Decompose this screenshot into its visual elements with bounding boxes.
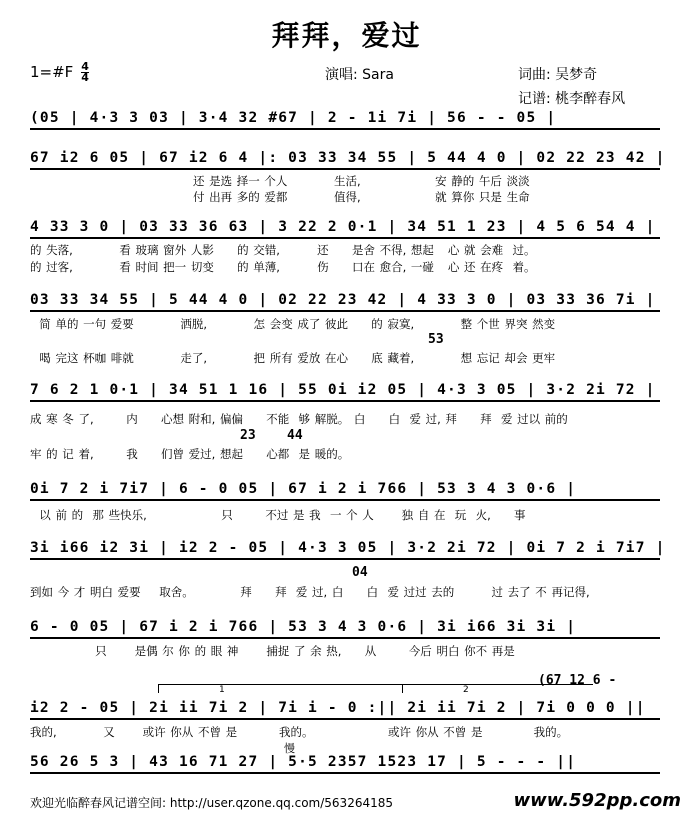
notation-row: 6 - 0 05 | 67 i 2 i 766 | 53 3 4 3 0·6 | 3i i66 3i 3i | [30,619,660,639]
notation-row: 4 33 3 0 | 03 33 36 63 | 3 22 2 0·1 | 34 51 1 23 | 4 5 6 54 4 | [30,219,660,239]
lyric-line: 还 是选 择一 个人 生活, 安 静的 午后 淡淡 [30,174,530,188]
lyric-line: 的 失落, 看 玻璃 窗外 人影 的 交错, 还 是舍 不得, 想起 心 就 会难 过。 [30,243,536,257]
notation-row: 0i 7 2 i 7i7 | 6 - 0 05 | 67 i 2 i 766 | 53 3 4 3 0·6 | [30,481,660,501]
lyric-line: 成 寒 冬 了, 内 心想 附和, 偏偏 不能 够 解脱。 白 白 爱 过, 拜 拜 爱 过以 前的 [30,412,568,426]
song-title: 拜拜，爱过 [271,19,422,52]
volta-second-ending: 2 [402,684,593,693]
key-label: 1=#F [30,63,74,81]
lyric-line: 只 是偶 尔 你 的 眼 神 捕捉 了 余 热, 从 今后 明白 你不 再是 [30,644,515,658]
lyric-line: 付 出再 多的 爱都 值得, 就 算你 只是 生命 [30,190,530,204]
notation-row: 67 i2 6 05 | 67 i2 6 4 |: 03 33 34 55 | 5 44 4 0 | 02 22 23 42 | [30,150,660,170]
alt-notes: 53 [428,332,444,347]
singer-credit: 演唱: Sara [325,67,394,83]
time-signature-top: 4 [81,60,89,73]
notation-row: i2 2 - 05 | 2i ii 7i 2 | 7i i - 0 :|| 2i ii 7i 2 | 7i 0 0 0 || [30,700,660,720]
time-signature-bottom: 4 [81,71,89,84]
key-signature [30,62,89,83]
volta-first-ending: 1 [158,684,449,693]
lyric-line: 喝 完这 杯咖 啡就 走了, 把 所有 爱放 在心 底 藏着, 想 忘记 却会 更牢 [30,351,556,365]
lyric-line: 牢 的 记 着, 我 们曾 爱过, 想起 心都 是 暖的。 [30,447,350,461]
notation-row: (05 | 4·3 3 03 | 3·4 32 #67 | 2 - 1i 7i | 56 - - 05 | [30,110,660,130]
alt-notes: 44 [287,428,303,443]
time-signature [81,62,89,83]
alt-notes: 23 [240,428,256,443]
site-watermark: www.592pp.com [513,790,681,811]
lyric-line: 到如 今 才 明白 爱要 取舍。 拜 拜 爱 过, 白 白 爱 过过 去的 过 去了 不 再记得, [30,585,590,599]
lyric-line: 的 过客, 看 时间 把一 切变 的 单薄, 伤 口在 愈合, 一碰 心 还 在疼 着。 [30,260,536,274]
notation-row: 56 26 5 3 | 43 16 71 27 | 5·5 2357 1523 17 | 5 - - - || [30,754,660,774]
notation-row: 3i i66 i2 3i | i2 2 - 05 | 4·3 3 05 | 3·2 2i 72 | 0i 7 2 i 7i7 | [30,540,660,560]
footer-credit: 欢迎光临醉春风记谱空间: http://user.qzone.qq.com/563264185 [30,796,394,810]
coda-notes: (67 12 6 - [538,673,617,688]
composer-credit: 词曲: 吴梦奇 [518,67,598,83]
lyric-line: 以 前 的 那 些快乐, 只 不过 是 我 一 个 人 独 自 在 玩 火, 事 [30,508,526,522]
alt-notes: 04 [352,565,368,580]
lyric-line: 我的, 又 或许 你从 不曾 是 我的。 或许 你从 不曾 是 我的。 [30,725,569,739]
notation-row: 7 6 2 1 0·1 | 34 51 1 16 | 55 0i i2 05 | 4·3 3 05 | 3·2 2i 72 | [30,382,660,402]
tempo-mark-slow: 慢 [284,742,295,755]
notation-row: 03 33 34 55 | 5 44 4 0 | 02 22 23 42 | 4 33 3 0 | 03 33 36 7i | [30,292,660,312]
transcriber-credit: 记谱: 桃李醉春风 [518,91,626,107]
lyric-line: 简 单的 一句 爱要 洒脱, 怎 会变 成了 彼此 的 寂寞, 整 个世 界突 然变 [30,317,556,331]
